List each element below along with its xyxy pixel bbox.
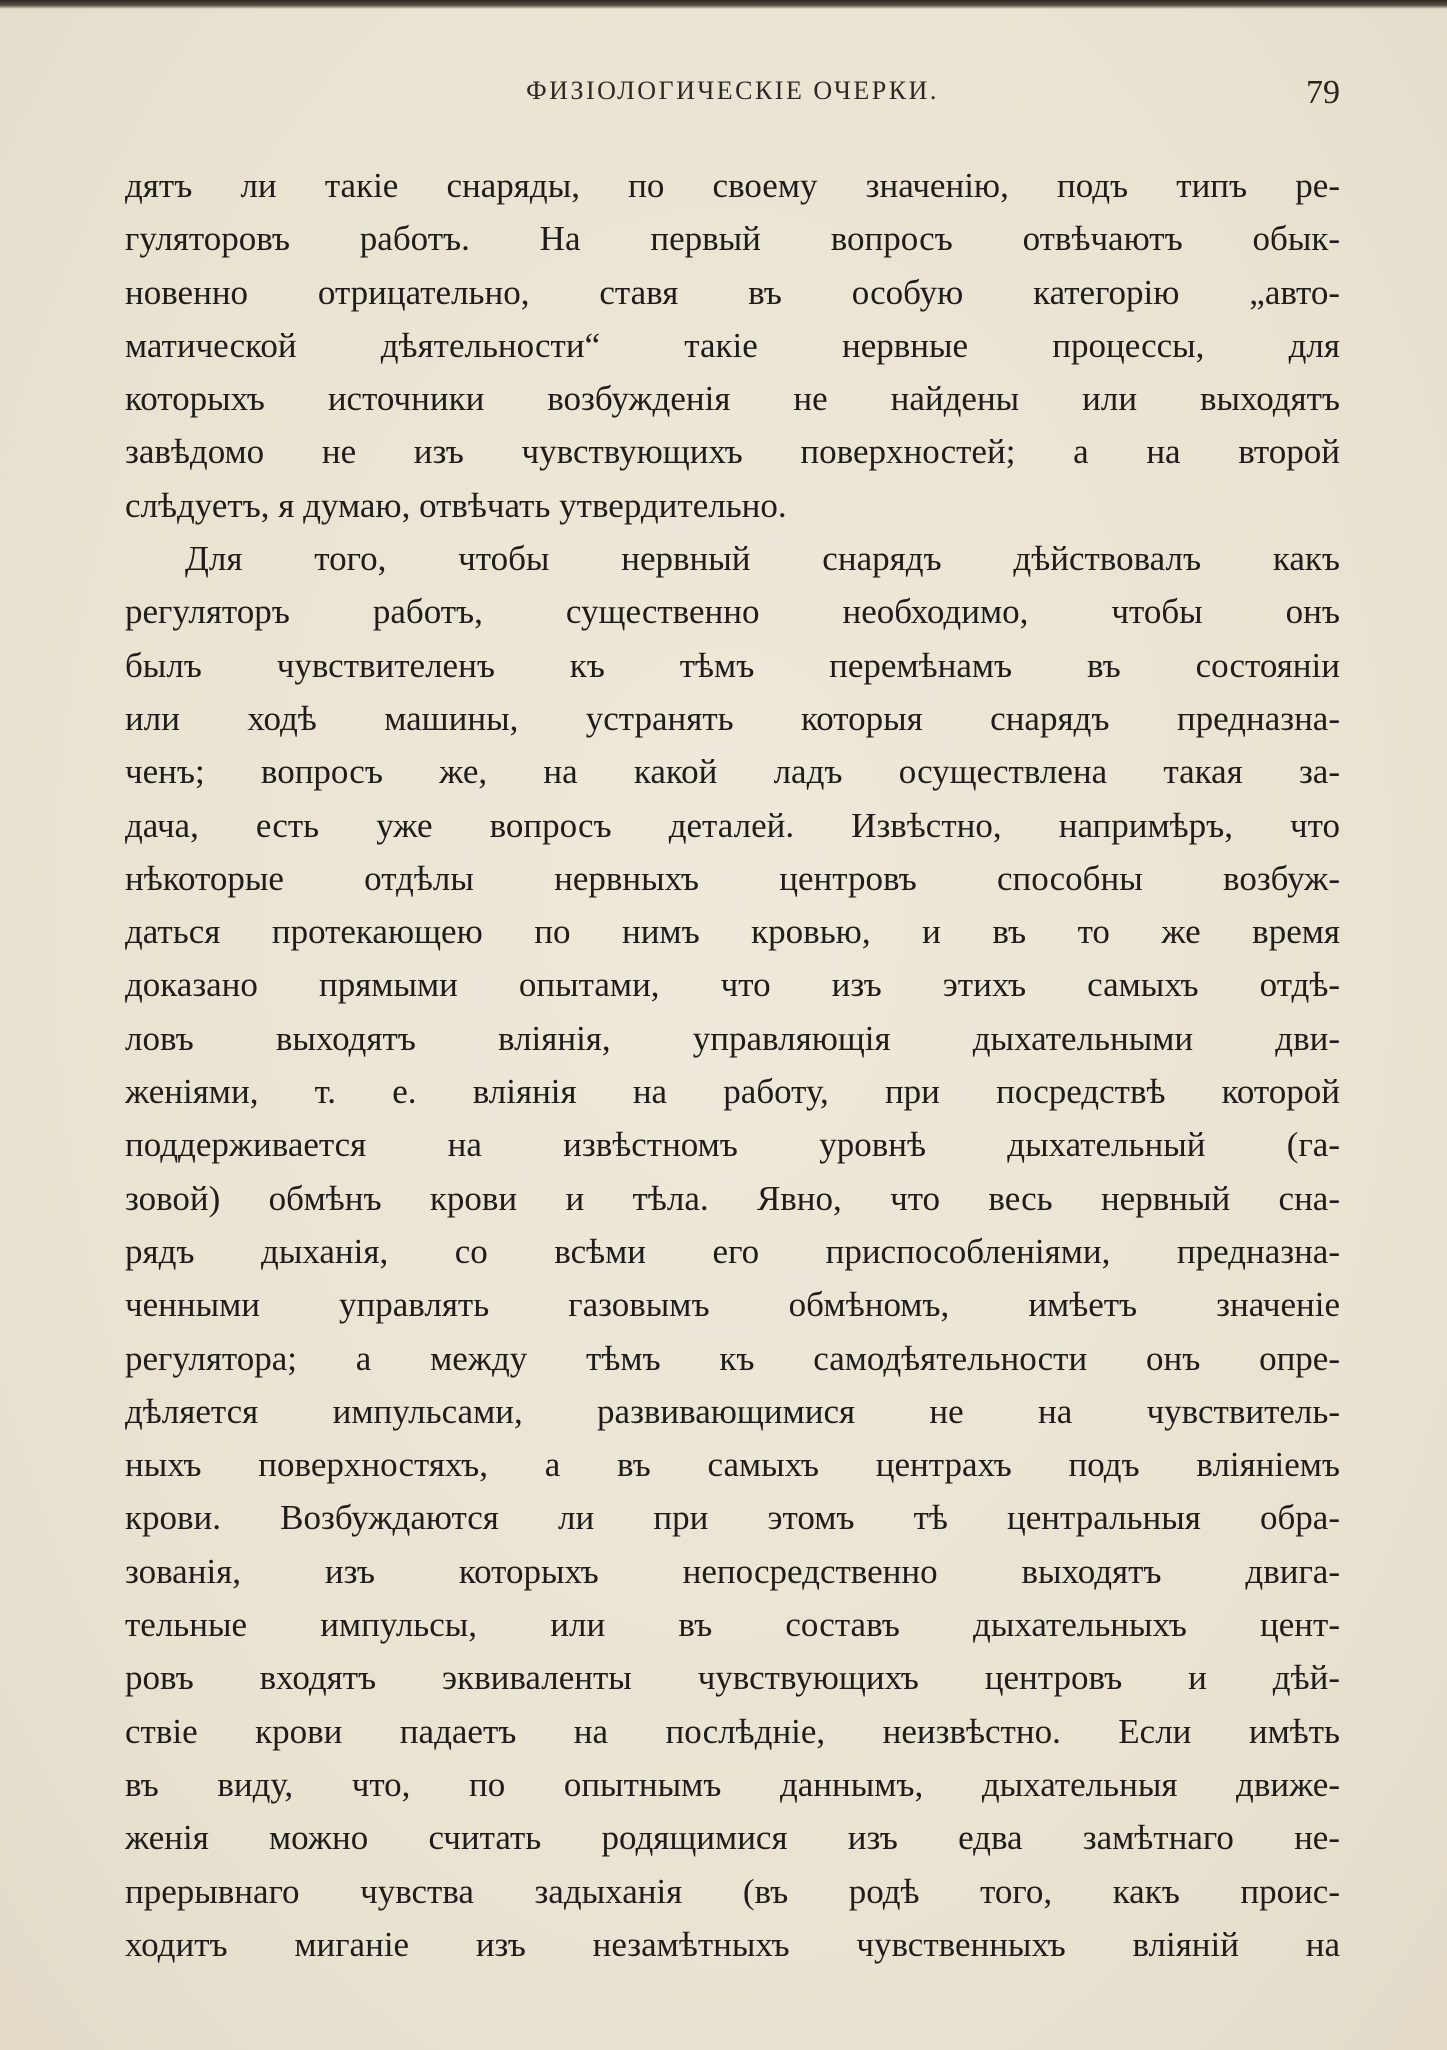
text-line: матической дѣятельности“ такіе нервные процессы, для (125, 325, 1340, 365)
text-line: женіями, т. е. вліянія на работу, при посредствѣ которой (125, 1072, 1340, 1112)
text-line: былъ чувствителенъ къ тѣмъ перемѣнамъ въ состояніи (125, 645, 1340, 685)
text-line: регулятора; а между тѣмъ къ самодѣятельности онъ опре- (125, 1338, 1340, 1378)
text-line: дѣляется импульсами, развивающимися не на чувствитель- (125, 1391, 1340, 1431)
text-line: ловъ выходятъ вліянія, управляющія дыхательными дви- (125, 1018, 1340, 1058)
text-line: ровъ входятъ эквиваленты чувствующихъ центровъ и дѣй- (125, 1658, 1340, 1698)
text-line: которыхъ источники возбужденія не найдены или выходятъ (125, 379, 1340, 419)
text-line: прерывнаго чувства задыханія (въ родѣ того, какъ проис- (125, 1871, 1340, 1911)
text-line: дача, есть уже вопросъ деталей. Извѣстно, напримѣръ, что (125, 805, 1340, 845)
text-line: ныхъ поверхностяхъ, а въ самыхъ центрахъ подъ вліяніемъ (125, 1445, 1340, 1485)
text-line: зованія, изъ которыхъ непосредственно выходятъ двига- (125, 1551, 1340, 1591)
text-line: поддерживается на извѣстномъ уровнѣ дыхательный (га- (125, 1125, 1340, 1165)
text-line: ходитъ миганіе изъ незамѣтныхъ чувственныхъ вліяній на (125, 1924, 1340, 1964)
paragraph (125, 159, 1340, 532)
text-line: тельные импульсы, или въ составъ дыхательныхъ цент- (125, 1605, 1340, 1645)
text-line: рядъ дыханія, со всѣми его приспособленіями, предназна- (125, 1231, 1340, 1271)
text-line: регуляторъ работъ, существенно необходимо, чтобы онъ (125, 592, 1340, 632)
text-line: женія можно считать родящимися изъ едва замѣтнаго не- (125, 1818, 1340, 1858)
scan-top-edge (0, 0, 1447, 9)
text-line: дятъ ли такіе снаряды, по своему значенію, подъ типъ ре- (125, 166, 1340, 205)
text-line: завѣдомо не изъ чувствующихъ поверхностей; а на второй (125, 432, 1340, 472)
page-number: 79 (1306, 74, 1340, 111)
text-line: слѣдуетъ, я думаю, отвѣчать утвердительно. (125, 485, 787, 525)
paragraph (125, 532, 1340, 1971)
body-text (125, 159, 1340, 1971)
text-line: зовой) обмѣнъ крови и тѣла. Явно, что весь нервный сна- (125, 1178, 1340, 1218)
text-line: новенно отрицательно, ставя въ особую категорію „авто- (125, 272, 1340, 312)
text-line: въ виду, что, по опытнымъ даннымъ, дыхательныя движе- (125, 1764, 1340, 1804)
text-line: ченъ; вопросъ же, на какой ладъ осуществлена такая за- (125, 752, 1340, 792)
text-line: Для того, чтобы нервный снарядъ дѣйствовалъ какъ (185, 539, 1340, 579)
text-line: доказано прямыми опытами, что изъ этихъ самыхъ отдѣ- (125, 965, 1340, 1005)
text-line: крови. Возбуждаются ли при этомъ тѣ центральныя обра- (125, 1498, 1340, 1538)
text-line: гуляторовъ работъ. На первый вопросъ отвѣчаютъ обык- (125, 219, 1340, 259)
text-line: ченными управлять газовымъ обмѣномъ, имѣетъ значеніе (125, 1285, 1340, 1325)
text-line: или ходѣ машины, устранять которыя снарядъ предназна- (125, 698, 1340, 738)
running-head (125, 74, 1340, 114)
running-title: ФИЗІОЛОГИЧЕСКІЕ ОЧЕРКИ. (526, 76, 939, 105)
text-line: нѣкоторые отдѣлы нервныхъ центровъ способны возбуж- (125, 858, 1340, 898)
text-line: даться протекающею по нимъ кровью, и въ то же время (125, 912, 1340, 952)
text-line: ствіе крови падаетъ на послѣдніе, неизвѣстно. Если имѣть (125, 1711, 1340, 1751)
